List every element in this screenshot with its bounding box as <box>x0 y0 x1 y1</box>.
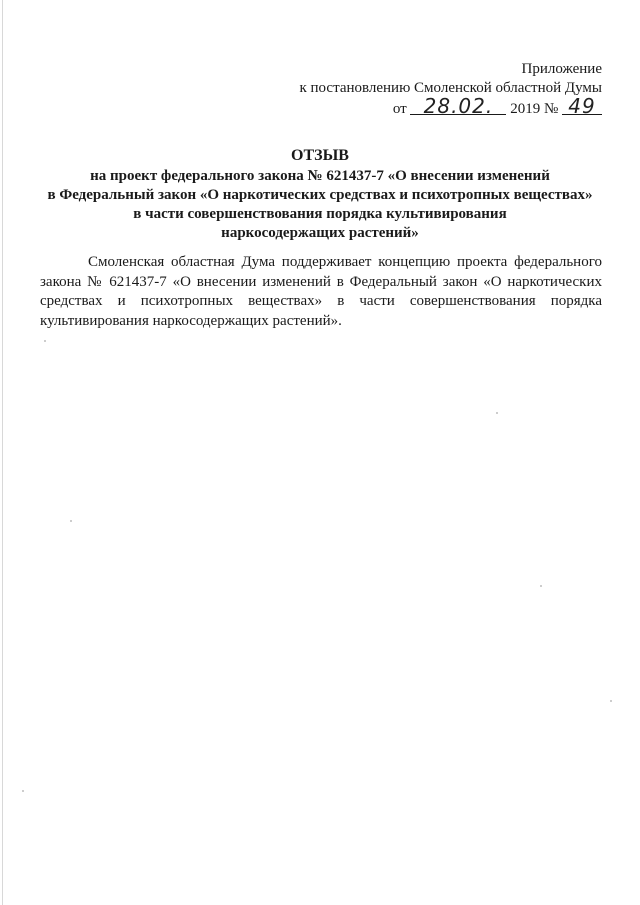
title-line: на проект федерального закона № 621437-7 «О внесении изменений <box>90 168 550 184</box>
document-title <box>40 146 600 243</box>
scan-speck <box>44 340 46 342</box>
scan-speck <box>496 412 498 414</box>
date-prefix: от <box>392 101 407 117</box>
scan-speck <box>22 790 24 792</box>
title-line: наркосодержащих растений» <box>221 225 419 241</box>
title-line: в Федеральный закон «О наркотических средствах и психотропных веществах» <box>47 187 593 203</box>
handwritten-date: 28.02. <box>410 98 506 115</box>
appendix-header <box>299 60 602 119</box>
body-paragraph: Смоленская областная Дума поддерживает концепцию проекта федерального закона № 621437-7 «О внесении изменений в Федеральный закон «О наркотических средствах и психотропных веществах» в части совершенствования порядка культивирования наркосодержащих растений». <box>40 254 602 329</box>
scan-edge <box>2 0 3 905</box>
date-line <box>299 94 602 119</box>
title-line: в части совершенствования порядка культивирования <box>133 206 507 222</box>
title-main: ОТЗЫВ <box>291 147 349 164</box>
handwritten-number: 49 <box>562 98 602 115</box>
scan-speck <box>540 585 542 587</box>
scan-speck <box>610 700 612 702</box>
resolution-line: к постановлению Смоленской областной Думы <box>299 80 602 96</box>
appendix-label: Приложение <box>521 61 602 77</box>
scan-speck <box>70 520 72 522</box>
year-text: 2019 № <box>510 101 559 117</box>
